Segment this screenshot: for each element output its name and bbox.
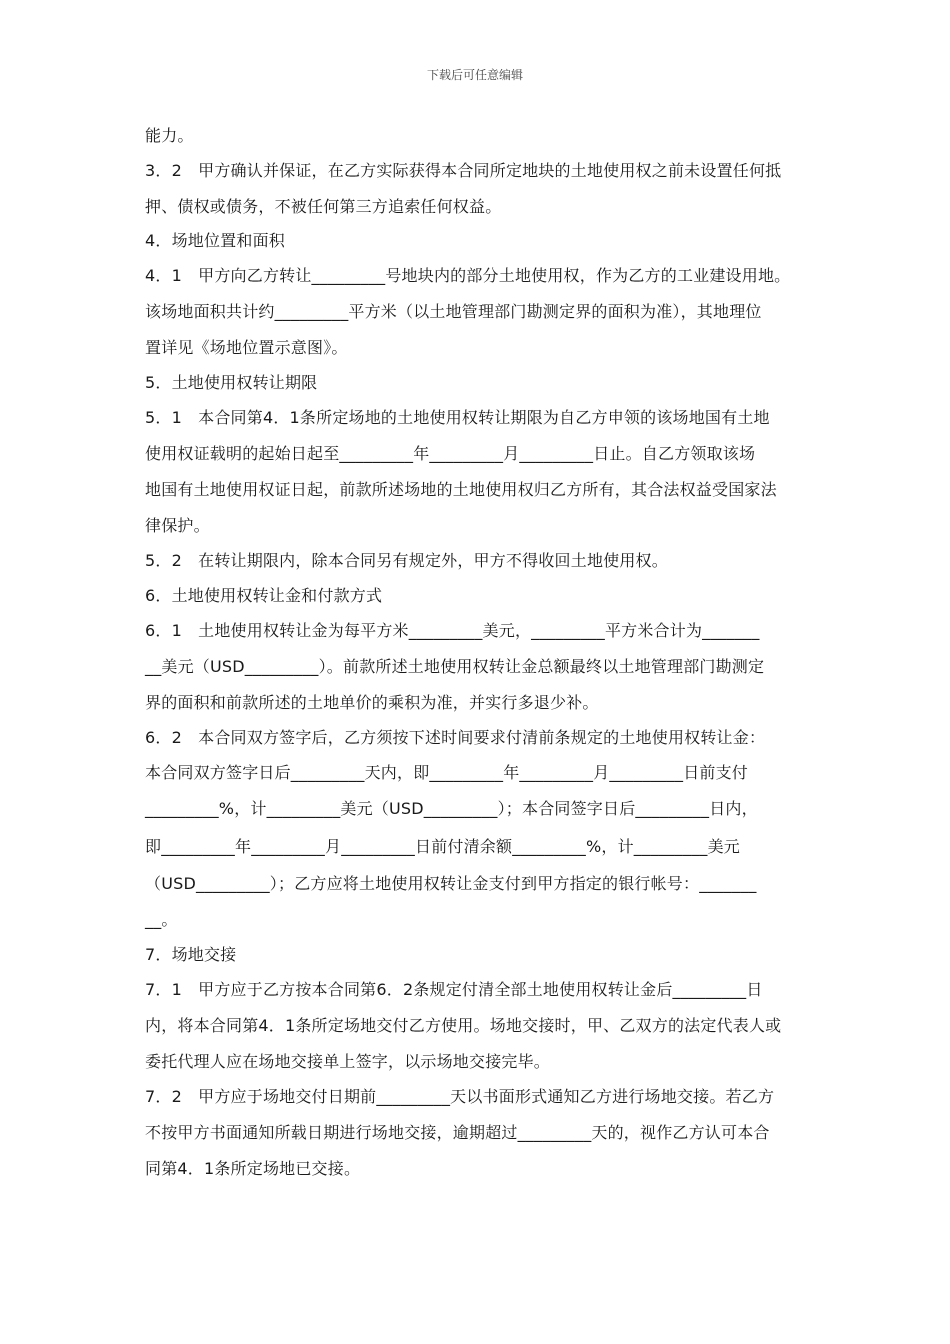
text-line: 内，将本合同第4．1条所定场地交付乙方使用。场地交接时，甲、乙双方的法定代表人或 [145, 1016, 782, 1035]
text-line: 4．1 甲方向乙方转让_________号地块内的部分土地使用权，作为乙方的工业建设用地。 [145, 266, 791, 285]
page-header-note: 下载后可任意编辑 [426, 68, 523, 82]
text-line: 5．2 在转让期限内，除本合同另有规定外，甲方不得收回土地使用权。 [145, 551, 668, 570]
text-line: （USD_________）；乙方应将土地使用权转让金支付到甲方指定的银行帐号：_______ [145, 874, 757, 893]
text-line: 界的面积和前款所述的土地单价的乘积为准，并实行多退少补。 [145, 693, 599, 712]
text-line: 7．2 甲方应于场地交付日期前_________天以书面形式通知乙方进行场地交接。若乙方 [145, 1087, 775, 1106]
text-line: 4．场地位置和面积 [145, 231, 285, 250]
text-line: 即_________年_________月_________日前付清余额_________%，计_________美元 [145, 837, 741, 856]
text-line: 5．1 本合同第4．1条所定场地的土地使用权转让期限为自乙方申领的该场地国有土地 [145, 408, 770, 427]
text-line: 不按甲方书面通知所载日期进行场地交接，逾期超过_________天的，视作乙方认可本合 [145, 1123, 770, 1142]
text-line: 本合同双方签字日后_________天内，即_________年_________月_________日前支付 [145, 763, 749, 782]
text-line: 5．土地使用权转让期限 [145, 373, 318, 392]
text-line: 押、债权或债务，不被任何第三方追索任何权益。 [145, 197, 502, 216]
text-line: 6．2 本合同双方签字后，乙方须按下述时间要求付清前条规定的土地使用权转让金： [145, 728, 766, 747]
text-line: 同第4．1条所定场地已交接。 [145, 1159, 361, 1178]
text-line: __。 [145, 910, 178, 929]
text-line: 律保护。 [145, 516, 210, 535]
text-line: _________%，计_________美元（USD_________）；本合同签字日后_________日内， [145, 799, 758, 818]
text-line: __美元（USD_________）。前款所述土地使用权转让金总额最终以土地管理部门勘测定 [145, 657, 765, 676]
text-line: 6．土地使用权转让金和付款方式 [145, 586, 383, 605]
text-line: 6．1 土地使用权转让金为每平方米_________美元，_________平方米合计为_______ [145, 621, 760, 640]
text-line: 地国有土地使用权证日起，前款所述场地的土地使用权归乙方所有，其合法权益受国家法 [145, 480, 777, 499]
text-line: 置详见《场地位置示意图》。 [145, 338, 348, 357]
text-line: 委托代理人应在场地交接单上签字，以示场地交接完毕。 [145, 1052, 551, 1071]
text-line: 7．场地交接 [145, 945, 237, 964]
text-line: 3．2 甲方确认并保证，在乙方实际获得本合同所定地块的土地使用权之前未设置任何抵 [145, 161, 782, 180]
text-line: 7．1 甲方应于乙方按本合同第6．2条规定付清全部土地使用权转让金后_________日 [145, 980, 763, 999]
text-line: 该场地面积共计约_________平方米（以土地管理部门勘测定界的面积为准），其地理位 [145, 302, 762, 321]
text-line: 能力。 [145, 126, 194, 145]
text-line: 使用权证载明的起始日起至_________年_________月_________日止。自乙方领取该场 [145, 444, 756, 463]
